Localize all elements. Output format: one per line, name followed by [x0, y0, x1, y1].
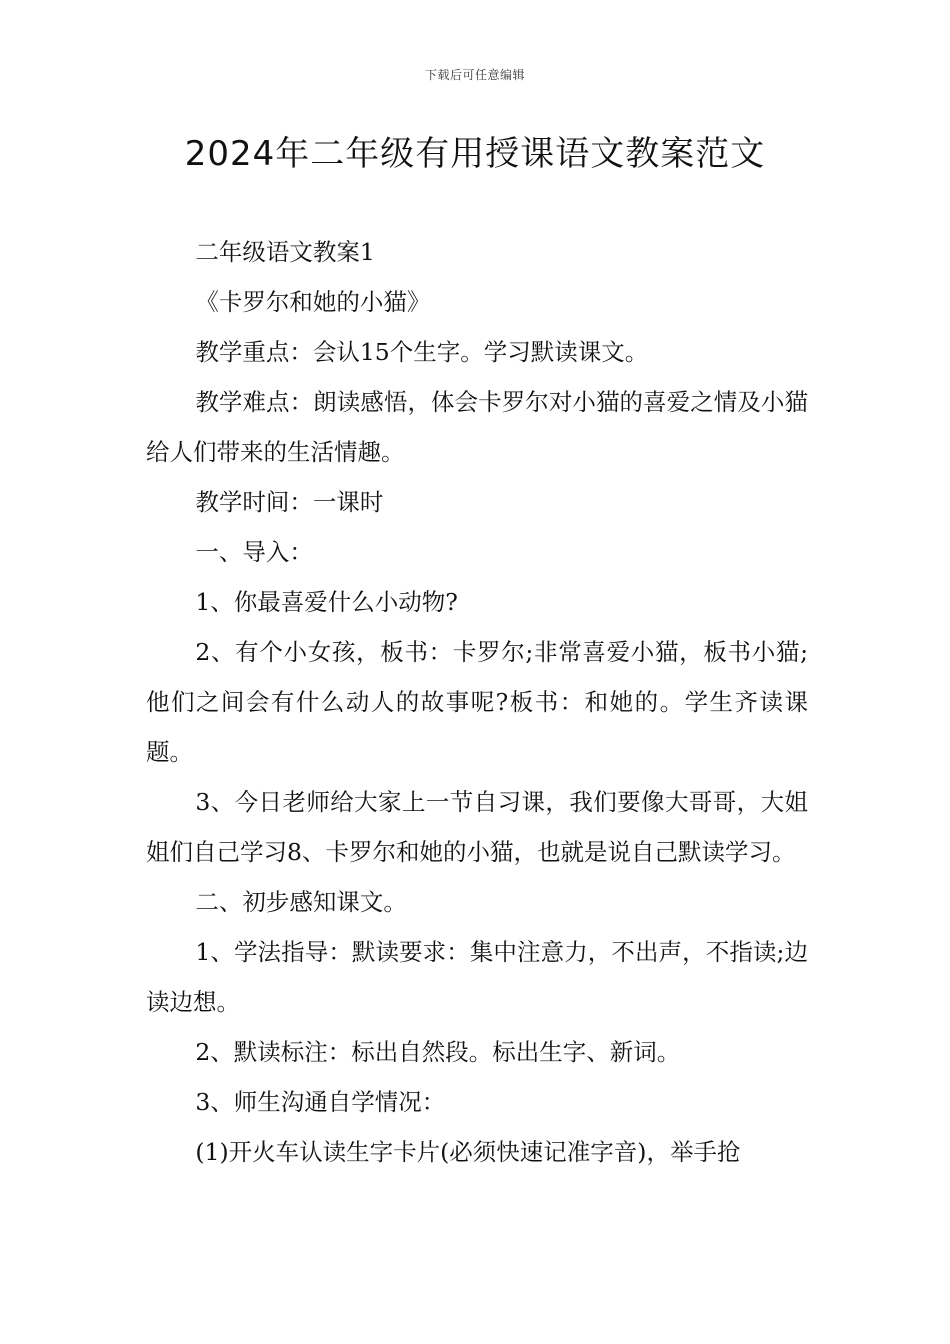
- document-body: [146, 227, 808, 1177]
- paragraph-item: 2、有个小女孩，板书：卡罗尔;非常喜爱小猫，板书小猫;他们之间会有什么动人的故事呢?板书：和她的。学生齐读课题。: [146, 638, 808, 766]
- paragraph-item: 1、你最喜爱什么小动物?: [195, 588, 458, 616]
- paragraph-teaching-time: 教学时间：一课时: [195, 488, 384, 516]
- paragraph-item: 2、默读标注：标出自然段。标出生字、新词。: [195, 1038, 681, 1066]
- header-note: 下载后可任意编辑: [424, 68, 525, 82]
- paragraph-section-intro: 一、导入：: [195, 538, 313, 566]
- paragraph-item: 3、今日老师给大家上一节自习课，我们要像大哥哥，大姐姐们自己学习8、卡罗尔和她的小猫，也就是说自己默读学习。: [146, 788, 808, 866]
- paragraph-key-points: 教学重点：会认15个生字。学习默读课文。: [195, 338, 649, 366]
- paragraph-section-perception: 二、初步感知课文。: [195, 888, 407, 916]
- paragraph-difficulties: 教学难点：朗读感悟，体会卡罗尔对小猫的喜爱之情及小猫给人们带来的生活情趣。: [146, 388, 808, 466]
- paragraph-lesson-title: 《卡罗尔和她的小猫》: [195, 288, 431, 316]
- document-title: 2024年二年级有用授课语文教案范文: [184, 134, 766, 174]
- paragraph-item: 1、学法指导：默读要求：集中注意力，不出声，不指读;边读边想。: [146, 938, 808, 1016]
- paragraph-item: (1)开火车认读生字卡片(必须快速记准字音)，举手抢: [195, 1138, 741, 1166]
- paragraph-lesson-heading: 二年级语文教案1: [195, 238, 375, 266]
- paragraph-item: 3、师生沟通自学情况：: [195, 1088, 446, 1116]
